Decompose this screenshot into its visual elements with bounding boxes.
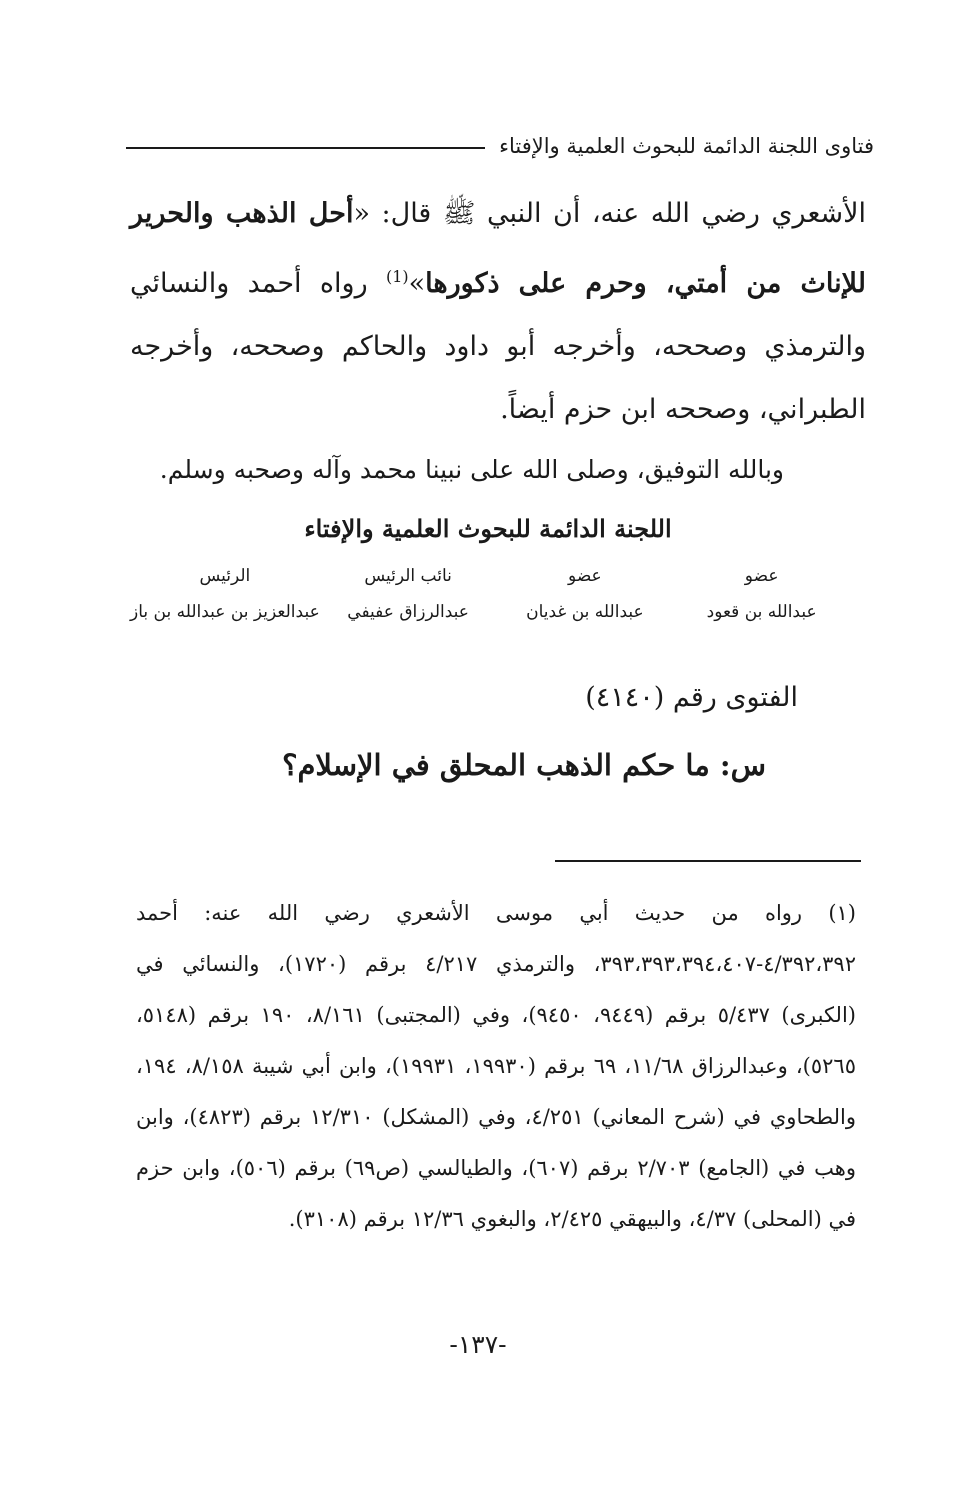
signatory-role: الرئيس [199, 566, 251, 586]
footnote-rule [555, 860, 861, 862]
fatwa-number: الفتوى رقم (٤١٤٠) [585, 682, 798, 713]
footnote-ref: (1) [385, 267, 409, 286]
signatory [673, 566, 850, 622]
main-paragraph [130, 182, 866, 441]
signatory-role: عضو [744, 566, 779, 586]
signatory-name: عبدالله بن غديان [526, 602, 644, 622]
closing-line: وبالله التوفيق، وصلى الله على نبينا محمد وآله وصحبه وسلم. [159, 455, 784, 484]
signatory-name: عبدالعزيز بن عبدالله بن باز [130, 602, 320, 622]
footnote-text: (١) رواه من حديث أبي موسى الأشعري رضي الله عنه: أحمد ٤/٣٩٢،٣٩٢-٣٩٣،٣٩٣،٣٩٤،٤٠٧، والترمذي ٤/٢١٧ برقم (١٧٢٠)، والنسائي في (الكبرى) ٥/٤٣٧ برقم (٩٤٤٩، ٩٤٥٠)، وفي (المجتبى) ٨/١٦١، ١٩٠ برقم (٥١٤٨، ٥٢٦٥)، وعبدالرزاق ١١/٦٨، ٦٩ برقم (١٩٩٣٠، ١٩٩٣١)، وابن أبي شيبة ٨/١٥٨، ١٩٤، والطحاوي في (شرح المعاني) ٤/٢٥١، وفي (المشكل) ١٢/٣١٠ برقم (٤٨٢٣)، وابن وهب في (الجامع) ٢/٧٠٣ برقم (٦٠٧)، والطيالسي (ص٦٩) برقم (٥٠٦)، وابن حزم في (المحلى) ٤/٣٧، والبيهقي ٢/٤٢٥، والبغوي ١٢/٣٦ برقم (٣١٠٨). [136, 901, 857, 1231]
page-number: -١٣٧- [449, 1330, 507, 1359]
signatory-name: عبدالله بن قعود [706, 602, 817, 622]
header-title: فتاوى اللجنة الدائمة للبحوث العلمية والإفتاء [499, 134, 874, 158]
paragraph-intro: الأشعري رضي الله عنه، أن النبي ﷺ قال: « [353, 198, 866, 229]
paragraph-rest: رواه أحمد والنسائي والترمذي وصححه، وأخرجه أبو داود والحاكم وصححه، وأخرجه الطبراني، وصححه ابن حزم أيضاً. [130, 268, 866, 425]
question-heading: س: ما حكم الذهب المحلق في الإسلام؟ [282, 748, 766, 782]
signatory-role: عضو [568, 566, 602, 586]
header-rule [126, 147, 485, 149]
signatory [320, 566, 497, 622]
signatory-role: نائب الرئيس [364, 566, 452, 586]
quote-close: » [408, 268, 426, 299]
running-header [126, 128, 874, 164]
signatory-name: عبدالرزاق عفيفي [347, 602, 469, 622]
signatories [130, 566, 850, 622]
committee-title: اللجنة الدائمة للبحوث العلمية والإفتاء [304, 514, 672, 543]
signatory [496, 566, 673, 622]
hadith-quote: أحل الذهب والحرير للإناث من أمتي، وحرم على ذكورها [130, 198, 866, 299]
signatory [130, 566, 320, 622]
